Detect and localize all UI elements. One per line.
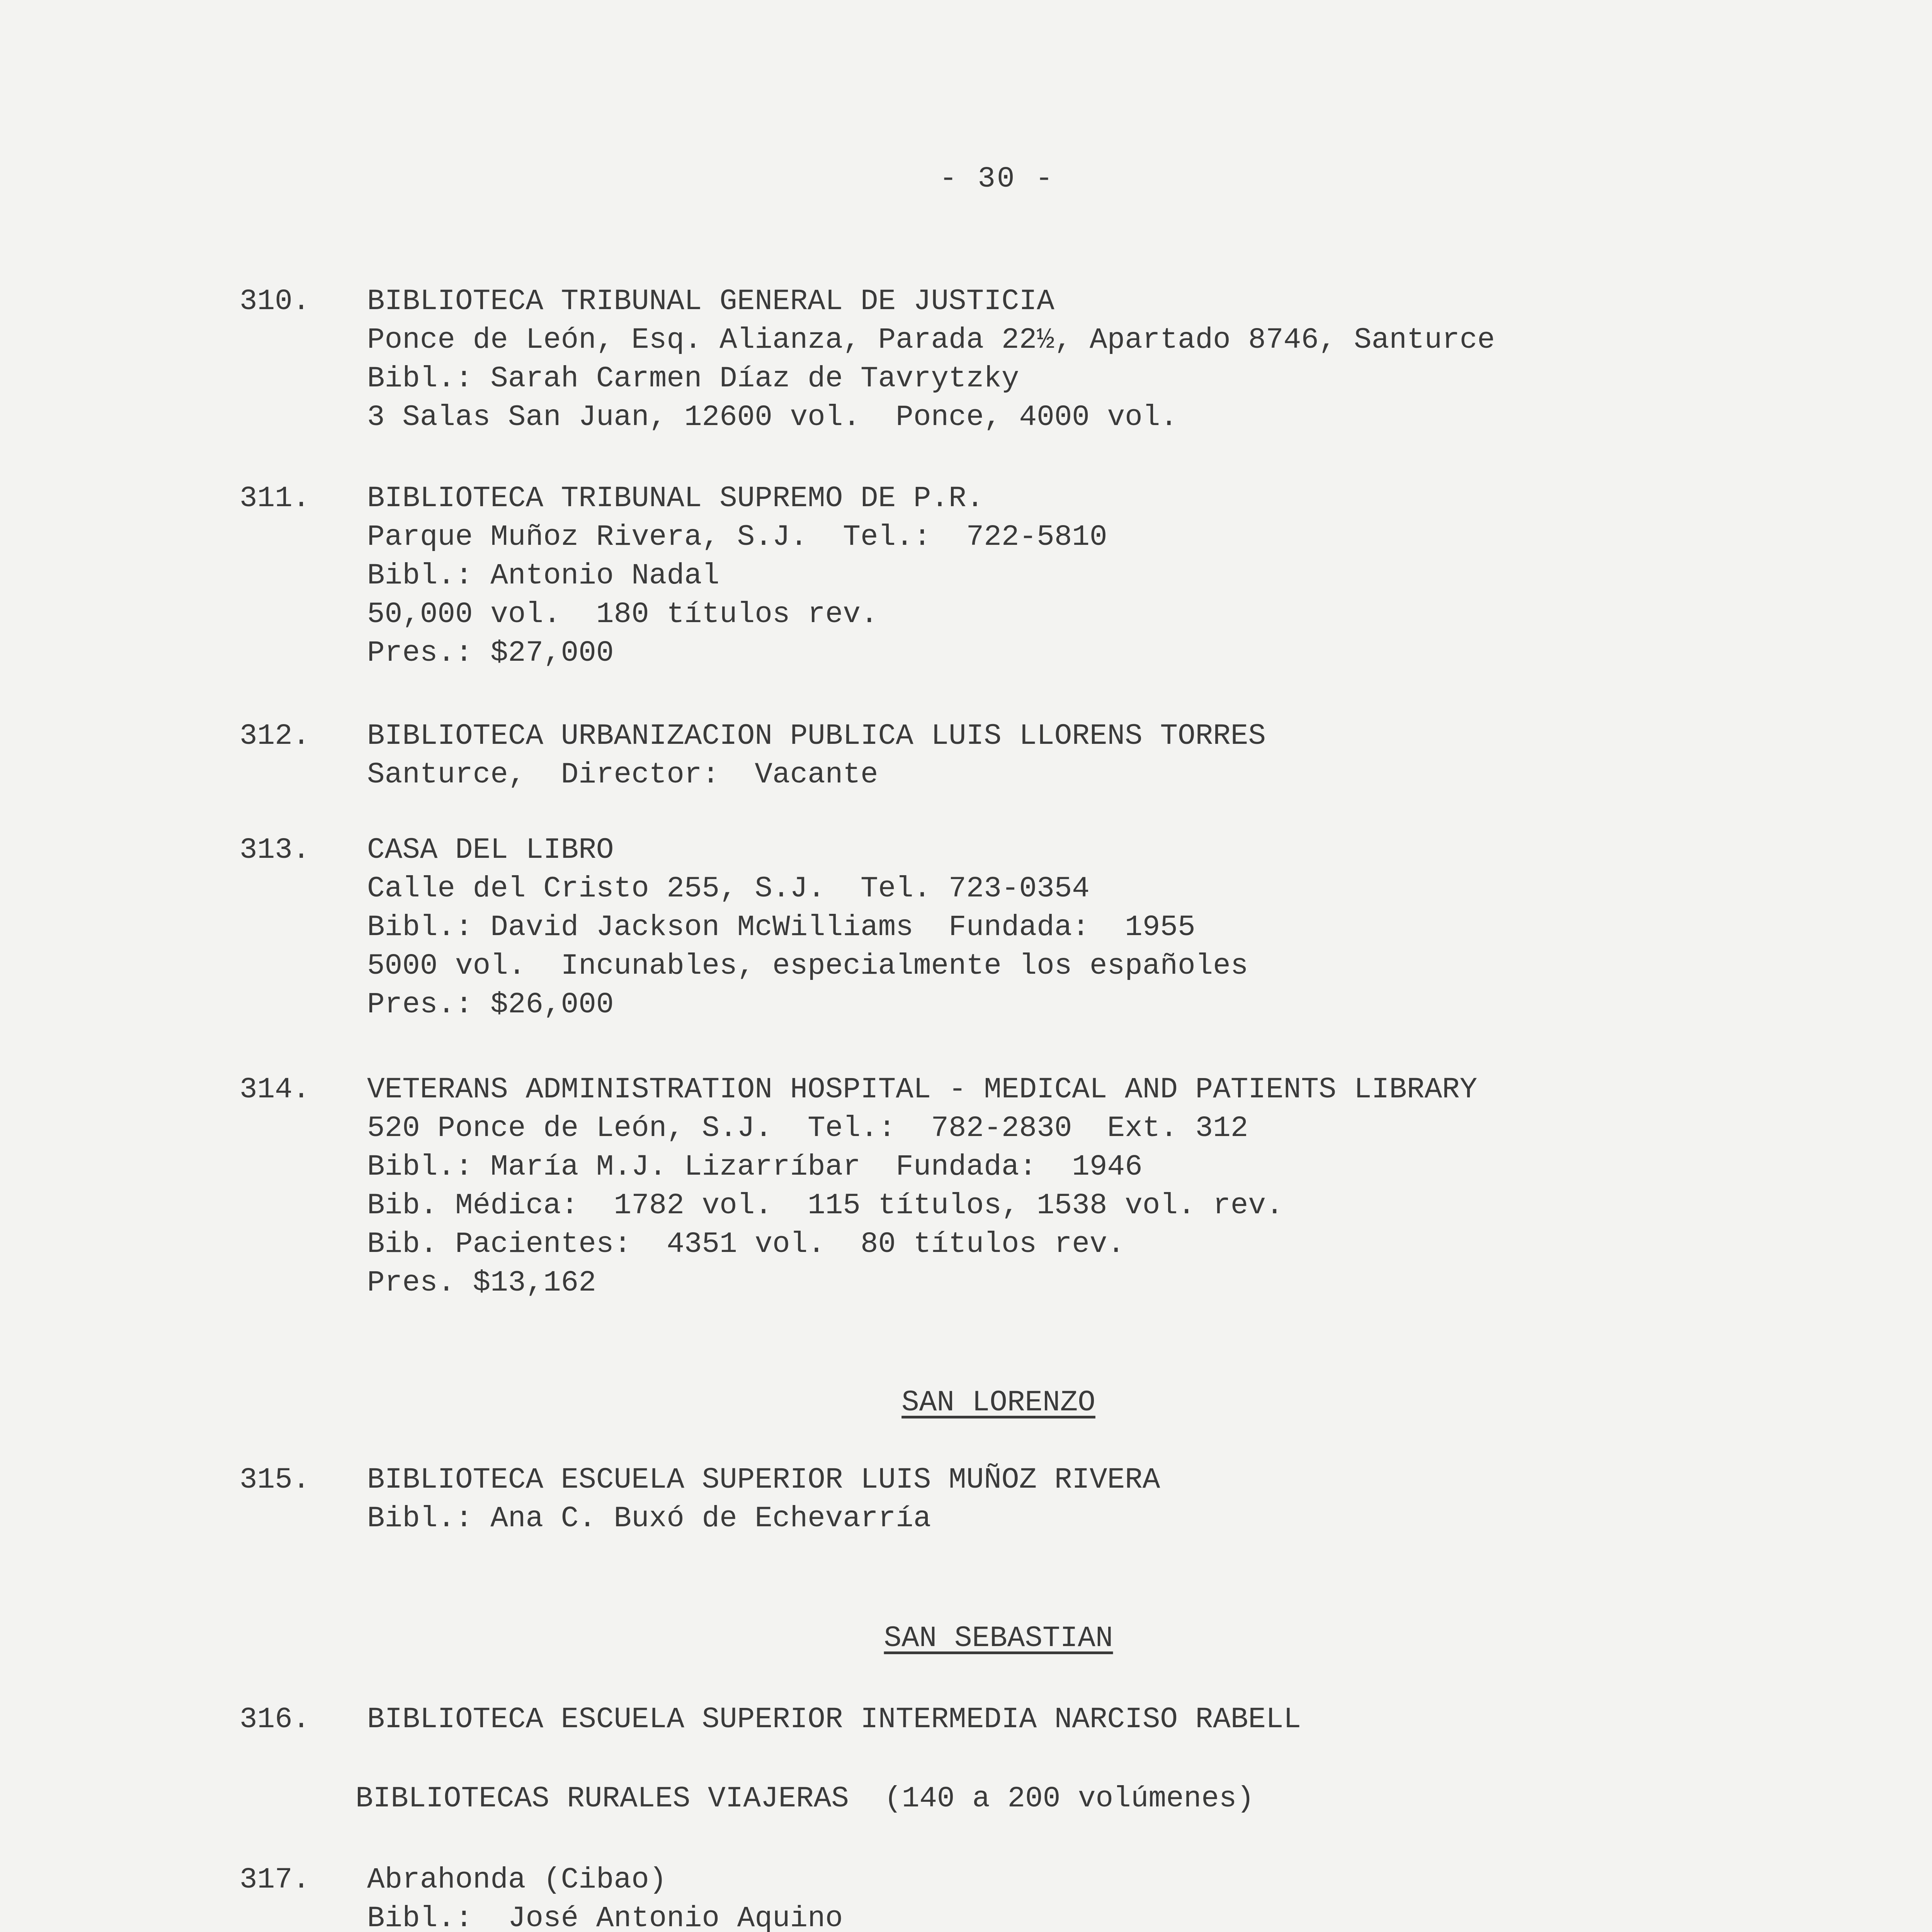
entry-line: Bibl.: Antonio Nadal [367, 559, 720, 592]
entry-line: Ponce de León, Esq. Alianza, Parada 22½, Apartado 8746, Santurce [367, 323, 1495, 357]
entry-title: BIBLIOTECA ESCUELA SUPERIOR INTERMEDIA NARCISO RABELL [367, 1703, 1301, 1736]
entry-line: Bib. Pacientes: 4351 vol. 80 títulos rev. [367, 1228, 1125, 1261]
entry-number: 317. [240, 1863, 310, 1896]
entry-number: 316. [240, 1703, 310, 1736]
entry-line: Pres.: $26,000 [367, 988, 614, 1021]
entry-line: 50,000 vol. 180 títulos rev. [367, 598, 878, 631]
entry-line: Parque Muñoz Rivera, S.J. Tel.: 722-5810 [367, 520, 1107, 554]
entry-number: 312. [240, 719, 310, 753]
entry-line: Pres.: $27,000 [367, 636, 614, 670]
entry-title: CASA DEL LIBRO [367, 833, 614, 867]
entry-number: 313. [240, 833, 310, 867]
entry-title: BIBLIOTECA ESCUELA SUPERIOR LUIS MUÑOZ RIVERA [367, 1463, 1160, 1497]
entry-line: Pres. $13,162 [367, 1266, 596, 1299]
entry-line: Bibl.: José Antonio Aquino [367, 1902, 843, 1932]
section-heading-san-lorenzo: SAN LORENZO [901, 1386, 1095, 1419]
entry-number: 315. [240, 1463, 310, 1497]
entry-line: Santurce, Director: Vacante [367, 758, 878, 791]
entry-number: 311. [240, 482, 310, 515]
entry-line: Bibl.: David Jackson McWilliams Fundada: 1955 [367, 911, 1196, 944]
entry-line: 5000 vol. Incunables, especialmente los españoles [367, 949, 1248, 983]
entry-line: Bib. Médica: 1782 vol. 115 títulos, 1538 vol. rev. [367, 1189, 1284, 1222]
subheading-bibliotecas-rurales: BIBLIOTECAS RURALES VIAJERAS (140 a 200 volúmenes) [355, 1782, 1254, 1815]
entry-title: Abrahonda (Cibao) [367, 1863, 667, 1896]
entry-title: VETERANS ADMINISTRATION HOSPITAL - MEDICAL AND PATIENTS LIBRARY [367, 1073, 1478, 1106]
entry-number: 314. [240, 1073, 310, 1106]
entry-line: 3 Salas San Juan, 12600 vol. Ponce, 4000 vol. [367, 401, 1178, 434]
entry-title: BIBLIOTECA URBANIZACION PUBLICA LUIS LLORENS TORRES [367, 719, 1266, 753]
entry-number: 310. [240, 285, 310, 318]
entry-title: BIBLIOTECA TRIBUNAL GENERAL DE JUSTICIA [367, 285, 1054, 318]
entry-line: 520 Ponce de León, S.J. Tel.: 782-2830 Ext. 312 [367, 1112, 1248, 1145]
entry-line: Calle del Cristo 255, S.J. Tel. 723-0354 [367, 872, 1090, 905]
entry-line: Bibl.: Sarah Carmen Díaz de Tavrytzky [367, 362, 1019, 395]
entry-line: Bibl.: Ana C. Buxó de Echevarría [367, 1502, 931, 1535]
page-number: - 30 - [939, 162, 1054, 196]
section-heading-san-sebastian: SAN SEBASTIAN [884, 1622, 1113, 1655]
entry-line: Bibl.: María M.J. Lizarríbar Fundada: 1946 [367, 1150, 1143, 1184]
entry-title: BIBLIOTECA TRIBUNAL SUPREMO DE P.R. [367, 482, 984, 515]
